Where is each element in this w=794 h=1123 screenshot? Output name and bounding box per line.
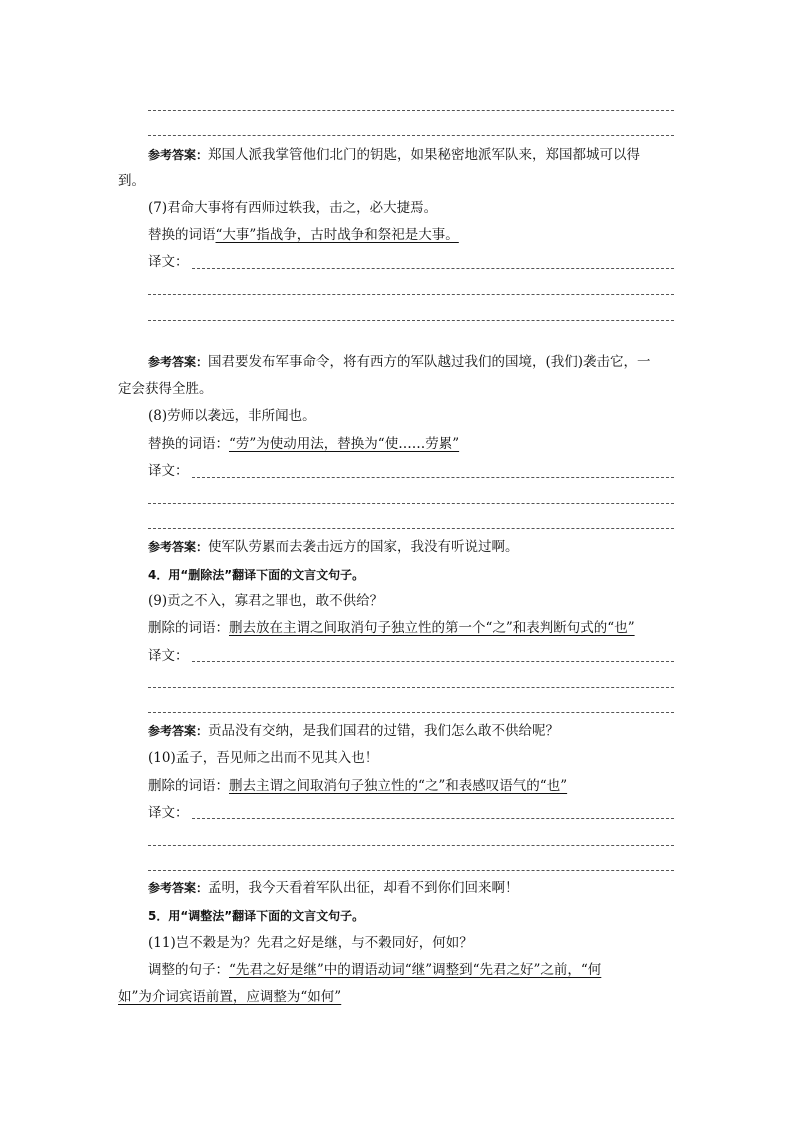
note-label: 替换的词语 [148,227,216,243]
note-value-cont: 如”为介词宾语前置，应调整为“如何” [118,989,342,1005]
sentence-9: (9)贡之不入，寡君之罪也，敢不供给？ [148,593,384,609]
translation-label-9: 译文： [148,648,189,664]
note-label: 删除的词语： [148,778,229,794]
translation-line[interactable] [148,845,674,846]
answer-label: 参考答案： [148,148,209,162]
answer-text: 国君要发布军事命令，将有西方的军队越过我们的国境，(我们)袭击它，一 [208,354,651,370]
note-9 [148,619,635,637]
reference-answer-9 [148,722,559,740]
note-value: “先君之好是继”中的谓语动词“继”调整到“先君之好”之前，“何 [229,962,602,978]
answer-label: 参考答案： [148,540,209,554]
translation-line[interactable] [148,320,674,321]
section-heading-5: 5．用“调整法”翻译下面的文言文句子。 [148,909,365,923]
answer-label: 参考答案： [148,881,209,895]
translation-line[interactable] [192,661,674,662]
translation-line[interactable] [148,528,674,529]
sentence-8: (8)劳师以袭远，非所闻也。 [148,408,316,424]
note-label: 调整的句子： [148,962,229,978]
answer-text: 贡品没有交纳，是我们国君的过错，我们怎么敢不供给呢？ [208,723,560,739]
translation-line[interactable] [192,818,674,819]
translation-line[interactable] [148,870,674,871]
translation-line[interactable] [148,294,674,295]
note-7 [148,226,459,244]
note-value: 删去放在主谓之间取消句子独立性的第一个“之”和表判断句式的“也” [229,620,635,636]
translation-label-8: 译文： [148,463,189,479]
translation-line[interactable] [192,268,674,269]
note-label: 替换的词语： [148,436,229,452]
translation-label-7: 译文： [148,254,189,270]
answer-label: 参考答案： [148,724,209,738]
note-8 [148,435,459,453]
answer-text: 孟明，我今天看着军队出征，却看不到你们回来啊！ [208,880,519,896]
answer-blank-line [148,110,674,111]
translation-line[interactable] [148,503,674,504]
section-heading-4: 4．用“删除法”翻译下面的文言文句子。 [148,568,365,582]
answer-text-cont: 定会获得全胜。 [118,381,213,397]
translation-line[interactable] [148,687,674,688]
note-value: 删去主谓之间取消句子独立性的“之”和表感叹语气的“也” [229,778,568,794]
note-value: “劳”为使动用法，替换为“使……劳累” [229,436,460,452]
answer-text: 郑国人派我掌管他们北门的钥匙，如果秘密地派军队来，郑国都城可以得 [208,147,641,163]
answer-label: 参考答案： [148,355,209,369]
note-10 [148,777,567,795]
note-label: 删除的词语： [148,620,229,636]
reference-answer [148,146,640,164]
translation-line[interactable] [148,712,674,713]
sentence-11: (11)岂不穀是为？先君之好是继，与不穀同好，何如？ [148,935,473,951]
answer-blank-line [148,135,674,136]
answer-text: 使军队劳累而去袭击远方的国家，我没有听说过啊。 [208,539,519,555]
note-value: “大事”指战争，古时战争和祭祀是大事。 [215,227,459,243]
translation-line[interactable] [192,477,674,478]
answer-text-cont: 到。 [118,173,145,189]
reference-answer-10 [148,879,519,897]
note-11 [148,961,601,979]
reference-answer-7 [148,353,651,371]
sentence-10: (10)孟子，吾见师之出而不见其入也！ [148,750,379,766]
translation-label-10: 译文： [148,805,189,821]
reference-answer-8 [148,538,519,556]
sentence-7: (7)君命大事将有西师过轶我，击之，必大捷焉。 [148,200,438,216]
